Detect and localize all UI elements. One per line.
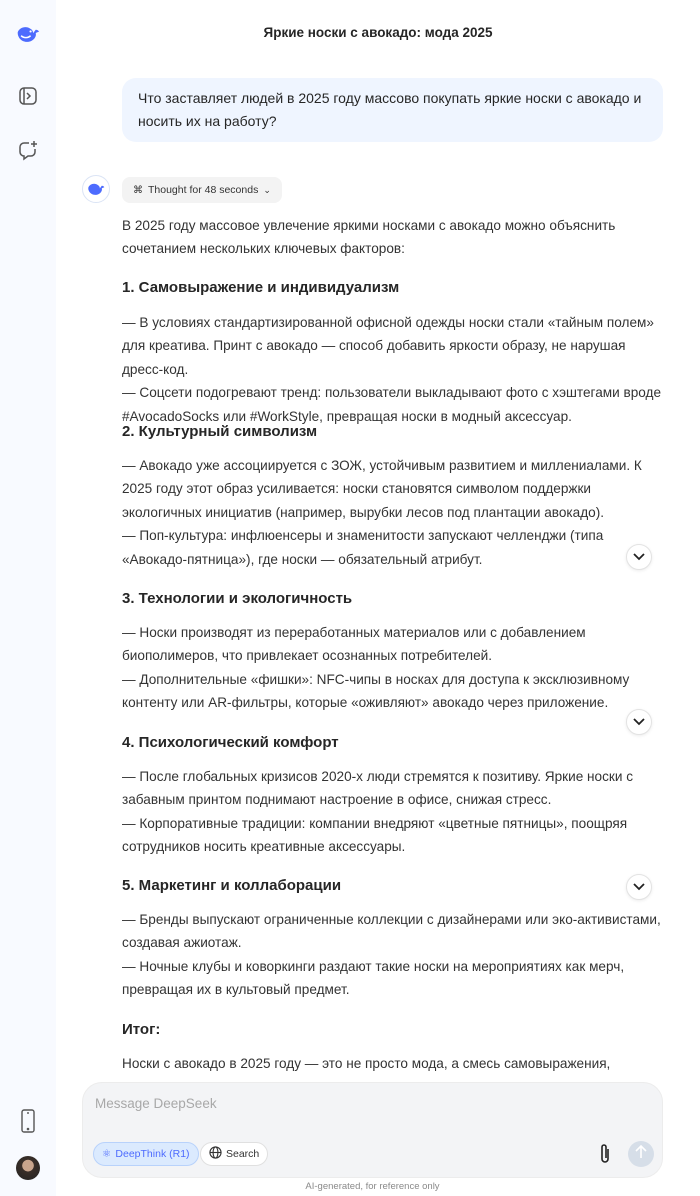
summary-heading: Итог: — [122, 1021, 161, 1038]
mobile-app-icon[interactable] — [16, 1109, 40, 1133]
section-heading: 4. Психологический комфорт — [122, 734, 339, 751]
ai-disclaimer: AI-generated, for reference only — [305, 1181, 440, 1192]
section-text: — После глобальных кризисов 2020-х люди стремятся к позитиву. Яркие носки с забавным принтом поднимают настроение в офисе, снижая стресс. — Корпоративные традиции: компании внедряют «цветные пятницы», поощряя сотрудников носить креативные аксессуары. — [122, 769, 634, 855]
section-heading: 5. Маркетинг и коллаборации — [122, 877, 342, 894]
globe-icon — [209, 1146, 222, 1162]
thinking-icon: ⌘ — [133, 184, 143, 196]
chevron-down-icon: ⌄ — [263, 184, 271, 195]
deepthink-label: DeepThink (R1) — [115, 1148, 190, 1160]
scroll-down-button[interactable] — [626, 874, 652, 900]
section-text: — В условиях стандартизированной офисной одежды носки стали «тайным полем» для креатива. Принт с авокадо — способ добавить яркости образу, не нарушая дресс-код. — Соцсети подогревают тренд: пользователи выкладывают фото с хэштегами вроде #AvocadoSocks или #WorkStyle, превращая носки в модный аксессуар. — [122, 315, 662, 424]
deepthink-toggle[interactable] — [93, 1142, 199, 1166]
arrow-up-icon — [635, 1145, 647, 1164]
answer-intro: В 2025 году массовое увлечение яркими носками с авокадо можно объяснить сочетанием нескольких ключевых факторов: — [122, 218, 616, 257]
section-heading: 1. Самовыражение и индивидуализм — [122, 279, 400, 296]
new-chat-icon[interactable] — [16, 138, 40, 162]
page-title: Яркие носки с авокадо: мода 2025 — [263, 25, 493, 40]
atom-icon: ⚛ — [102, 1148, 112, 1160]
section-text: — Носки производят из переработанных материалов или с добавлением биополимеров, что привлекает осознанных потребителей. — Дополнительные «фишки»: NFC-чипы в носках для доступа к эксклюзивному контенту или AR-фильтры, которые «оживляют» авокадо через приложение. — [122, 625, 630, 711]
section-heading: 2. Культурный символизм — [122, 423, 318, 440]
sidebar — [0, 0, 56, 1196]
user-message: Что заставляет людей в 2025 году массово покупать яркие носки с авокадо и носить их на работу? — [122, 78, 663, 142]
assistant-avatar-icon — [82, 175, 110, 203]
message-composer[interactable] — [82, 1082, 663, 1178]
chevron-down-icon — [633, 713, 645, 731]
deepseek-logo-icon[interactable] — [16, 22, 40, 46]
chevron-down-icon — [633, 548, 645, 566]
search-label: Search — [226, 1148, 260, 1160]
section-heading: 3. Технологии и экологичность — [122, 590, 353, 607]
chevron-down-icon — [633, 878, 645, 896]
scroll-down-button[interactable] — [626, 544, 652, 570]
section-text: — Авокадо уже ассоциируется с ЗОЖ, устойчивым развитием и миллениалами. К 2025 году этот образ усиливается: носки становятся символом поддержки экологичных инициатив (например, вырубки лесов под плантации авокадо). — Поп-культура: инфлюенсеры и знаменитости запускают челленджи (типа «Авокадо-пятница»), где носки — обязательный атрибут. — [122, 458, 642, 567]
search-toggle[interactable] — [200, 1142, 268, 1166]
thought-label: Thought for 48 seconds — [148, 184, 259, 196]
thought-toggle[interactable] — [122, 177, 282, 203]
send-button[interactable] — [628, 1141, 654, 1167]
summary-text: Носки с авокадо в 2025 году — это не просто мода, а смесь самовыражения, — [122, 1056, 611, 1071]
message-input[interactable]: Message DeepSeek — [95, 1096, 217, 1111]
attach-file-icon[interactable] — [598, 1143, 612, 1170]
section-text: — Бренды выпускают ограниченные коллекции с дизайнерами или эко-активистами, создавая ажиотаж. — Ночные клубы и коворкинги раздают такие носки на мероприятиях как мерч, превращая их в культовый предмет. — [122, 912, 661, 998]
open-sidebar-icon[interactable] — [16, 84, 40, 108]
scroll-down-button[interactable] — [626, 709, 652, 735]
user-avatar[interactable] — [16, 1156, 40, 1180]
